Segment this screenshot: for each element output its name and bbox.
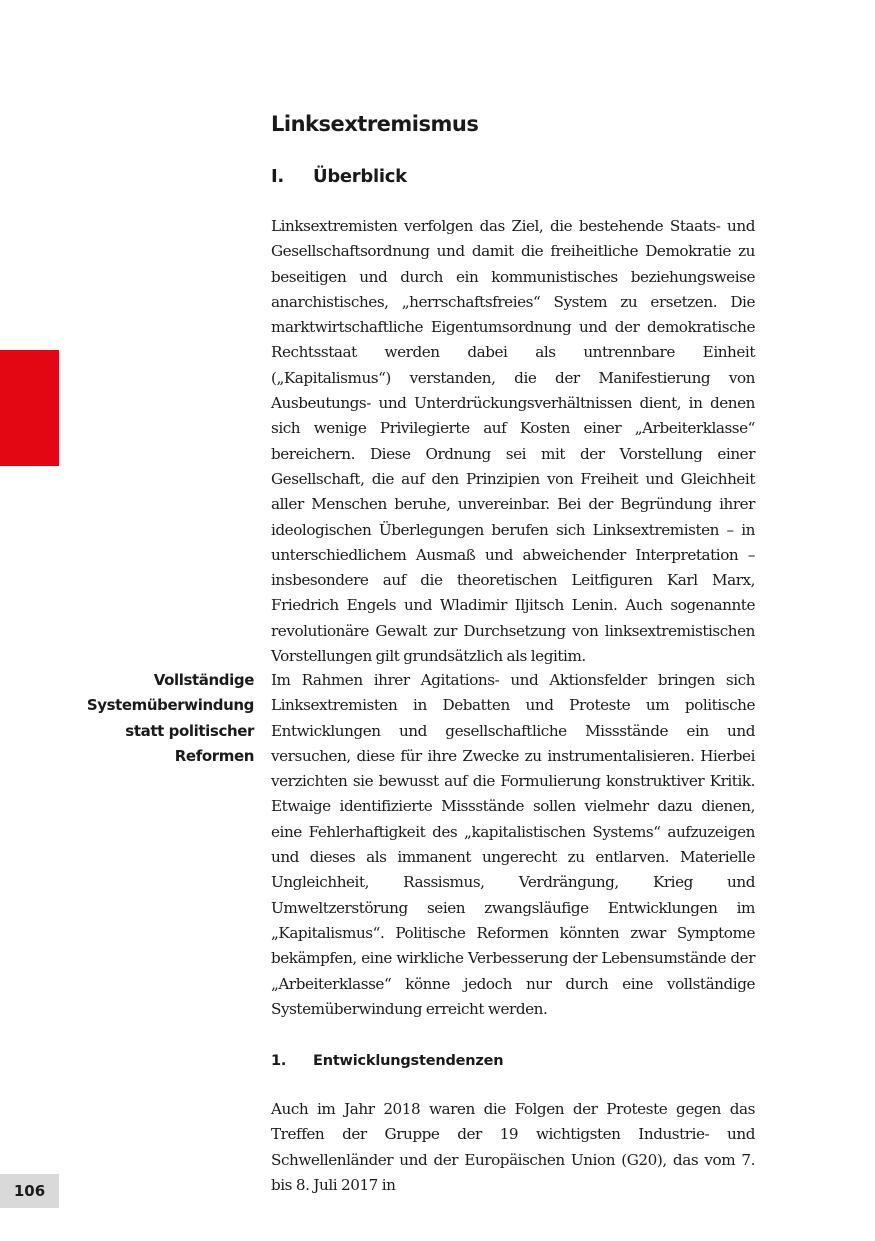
body-paragraph-2: Im Rahmen ihrer Agitations- und Aktionsfelder bringen sich Linksextremisten in Debatten und Proteste um politische Entwicklungen und gesellschaftliche Missstände ein und versuchen, diese für ihre Zwecke zu instrumentalisieren. Hierbei verzichten sie bewusst auf die Formulierung konstruktiver Kritik. Etwaige identifizierte Missstände sollen vielmehr dazu dienen, eine Fehlerhaftigkeit des „kapitalistischen Systems“ aufzuzeigen und dieses als immanent ungerecht zu entlarven. Materielle Ungleichheit, Rassismus, Verdrängung, Krieg und Umweltzerstörung seien zwangsläufige Entwicklungen im „Kapitalismus“. Politische Reformen könnten zwar Symptome bekämpfen, eine wirkliche Verbesserung der Lebensumstände der „Arbeiterklasse“ könne jedoch nur durch eine vollständige Systemüberwindung erreicht werden. [271, 671, 755, 1018]
section-number: I. [271, 166, 284, 187]
body-paragraph-3: Auch im Jahr 2018 waren die Folgen der Proteste gegen das Treffen der Gruppe der 19 wichtigsten Industrie- und Schwellenländer und der Europäischen Union (G20), das vom 7. bis 8. Juli 2017 in [271, 1100, 755, 1194]
section-heading [271, 163, 407, 191]
subsection-heading [271, 1048, 503, 1074]
body-paragraph-1: Linksextremisten verfolgen das Ziel, die bestehende Staats- und Gesellschaftsordnung und damit die freiheitliche Demokratie zu beseitigen und durch ein kommunistisches beziehungsweise anarchistisches, „herrschaftsfreies“ System zu ersetzen. Die marktwirtschaftliche Eigentumsordnung und der demokratische Rechtsstaat werden dabei als untrennbare Einheit („Kapitalismus“) verstanden, die der Manifestierung von Ausbeutungs- und Unterdrückungsverhältnissen dient, in denen sich wenige Privilegierte auf Kosten einer „Arbeiterklasse“ bereichern. Diese Ordnung sei mit der Vorstellung einer Gesellschaft, die auf den Prinzipien von Freiheit und Gleichheit aller Menschen beruhe, unvereinbar. Bei der Begründung ihrer ideologischen Überlegungen berufen sich Linksextremisten – in unterschiedlichem Ausmaß und abweichender Interpretation – insbesondere auf die theoretischen Leitfiguren Karl Marx, Friedrich Engels und Wladimir Iljitsch Lenin. Auch sogenannte revolutionäre Gewalt zur Durchsetzung von linksextremistischen Vorstellungen gilt grundsätzlich als legitim. [271, 217, 755, 666]
margin-note: Vollständige Systemüberwindung statt politischer Reformen [86, 671, 254, 765]
chapter-marker-tab [0, 350, 59, 466]
page-number: 106 [0, 1174, 59, 1208]
subsection-title: Entwicklungstendenzen [313, 1053, 504, 1069]
subsection-number: 1. [271, 1053, 287, 1069]
section-title: Überblick [313, 166, 407, 187]
page-title: Linksextremismus [271, 112, 479, 136]
